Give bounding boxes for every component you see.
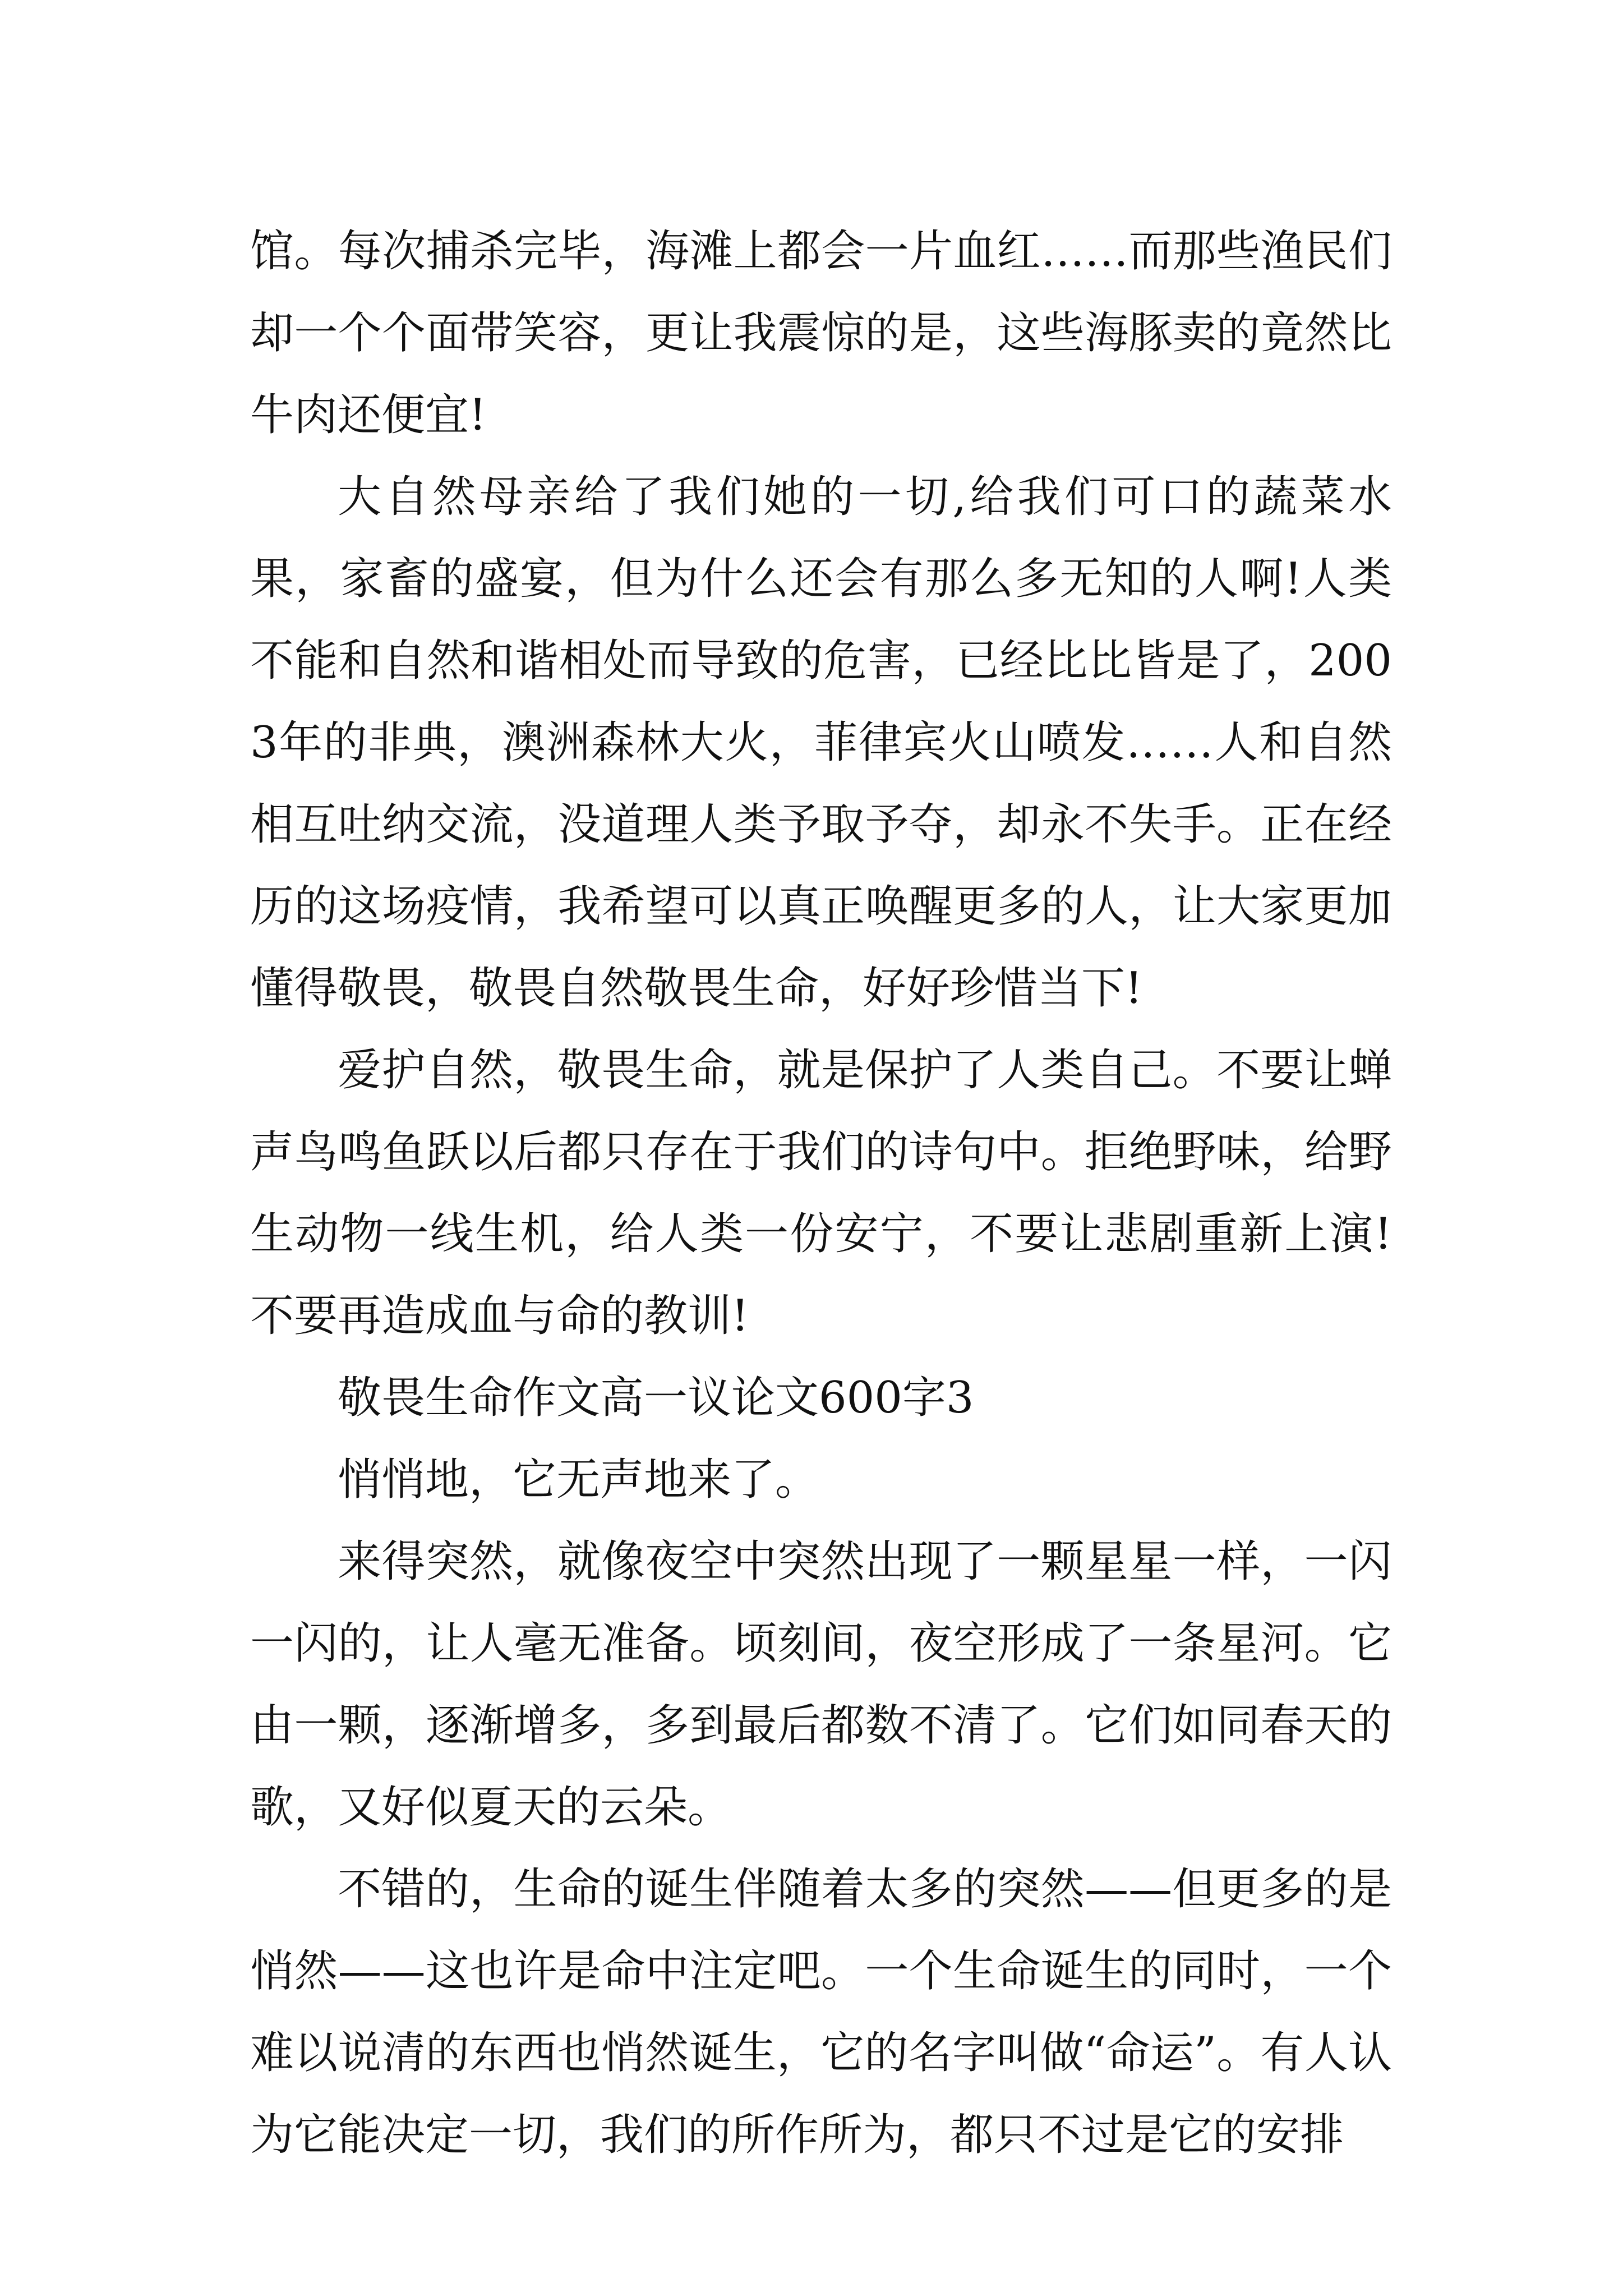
paragraph: 大自然母亲给了我们她的一切,给我们可口的蔬菜水果，家畜的盛宴，但为什么还会有那么多无知的人啊!人类不能和自然和谐相处而导致的危害，已经比比皆是了，2003年的非典，澳洲森林大火，菲律宾火山喷发……人和自然相互吐纳交流，没道理人类予取予夺，却永不失手。正在经历的这场疫情，我希望可以真正唤醒更多的人，让大家更加懂得敬畏，敬畏自然敬畏生命，好好珍惜当下! [250, 472, 1392, 1014]
paragraph: 悄悄地，它无声地来了。 [338, 1455, 819, 1505]
paragraph: 来得突然，就像夜空中突然出现了一颗星星一样，一闪一闪的，让人毫无准备。顷刻间，夜空形成了一条星河。它由一颗，逐渐增多，多到最后都数不清了。它们如同春天的歌，又好似夏天的云朵。 [250, 1536, 1392, 1833]
paragraph: 不错的，生命的诞生伴随着太多的突然——但更多的是悄然——这也许是命中注定吧。一个生命诞生的同时，一个难以说清的东西也悄然诞生，它的名字叫做“命运”。有人认为它能决定一切，我们的所作所为，都只不过是它的安排 [250, 1864, 1392, 2160]
document-body [250, 210, 1392, 2176]
section-heading: 敬畏生命作文高一议论文600字3 [338, 1373, 974, 1423]
paragraph: 爱护自然，敬畏生命，就是保护了人类自己。不要让蝉声鸟鸣鱼跃以后都只存在于我们的诗句中。拒绝野味，给野生动物一线生机，给人类一份安宁，不要让悲剧重新上演!不要再造成血与命的教训! [250, 1045, 1392, 1341]
paragraph: 馆。每次捕杀完毕，海滩上都会一片血红……而那些渔民们却一个个面带笑容，更让我震惊的是，这些海豚卖的竟然比牛肉还便宜! [250, 226, 1392, 440]
